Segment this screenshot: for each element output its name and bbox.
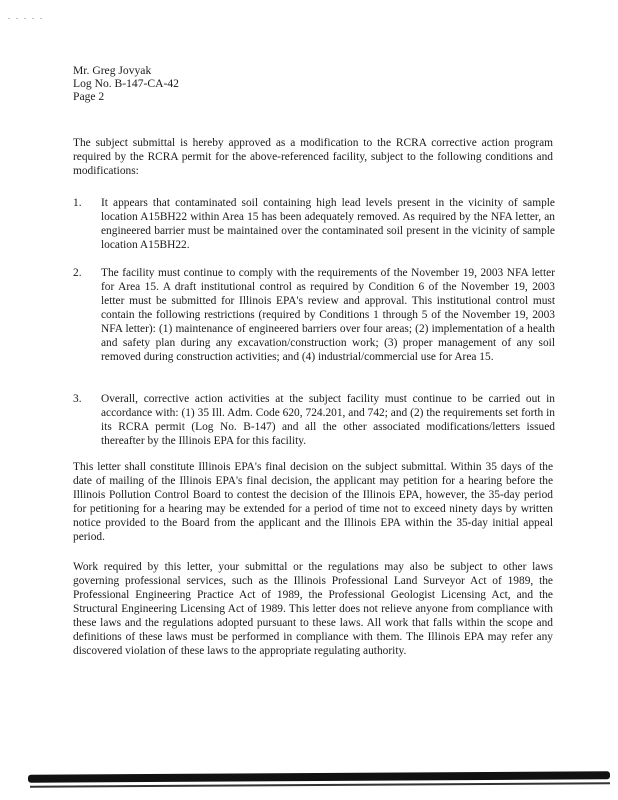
condition-item [73,196,555,252]
scan-edge-bar [28,771,610,783]
condition-number: 3. [73,393,82,405]
corner-mark: . . . . . [8,12,44,21]
scan-edge-line [30,782,610,788]
address-block [73,64,179,103]
work-required-paragraph: Work required by this letter, your submittal or the regulations may also be subject to other laws governing professional services, such as the Illinois Professional Land Surveyor Act of 1989, the Professional Engineering Practice Act of 1989, the Professional Geologist Licensing Act, and the Structural Engineering Licensing Act of 1989. This letter does not relieve anyone from compliance with these laws and the regulations adopted pursuant to these laws. All work that falls within the scope and definitions of these laws must be performed in compliance with them. The Illinois EPA may refer any discovered violation of these laws to the appropriate regulating authority. [73,561,553,657]
final-decision-paragraph: This letter shall constitute Illinois EPA's final decision on the subject submittal. Within 35 days of the date of mailing of the Illinois EPA's final decision, the applicant may petition for a hearing before the Illinois Pollution Control Board to contest the decision of the Illinois EPA, however, the 35-day period for petitioning for a hearing may be extended for a period of time not to exceed ninety days by written notice provided to the Board from the applicant and the Illinois EPA within the 35-day initial appeal period. [73,461,553,543]
condition-item [73,266,555,364]
condition-text: Overall, corrective action activities at the subject facility must continue to be carried out in accordance with: (1) 35 Ill. Adm. Code 620, 724.201, and 742; and (2) the requirements set forth in its RCRA permit (Log No. B-147) and all the other associated modifications/letters issued thereafter by the Illinois EPA for this facility. [101,393,555,447]
page-number: Page 2 [73,90,105,103]
condition-number: 1. [73,197,82,209]
condition-item [73,392,555,448]
recipient-name: Mr. Greg Jovyak [73,64,152,77]
condition-text: It appears that contaminated soil containing high lead levels present in the vicinity of sample location A15BH22 within Area 15 has been adequately removed. As required by the NFA letter, an engineered barrier must be maintained over the contaminated soil present in the vicinity of sample location A15BH22. [101,197,555,251]
intro-paragraph: The subject submittal is hereby approved as a modification to the RCRA corrective action program required by the RCRA permit for the above-referenced facility, subject to the following conditions and modifications: [73,137,553,177]
log-number: Log No. B-147-CA-42 [73,77,179,90]
condition-text: The facility must continue to comply with the requirements of the November 19, 2003 NFA letter for Area 15. A draft institutional control as required by Condition 6 of the November 19, 2003 letter must be submitted for Illinois EPA's review and approval. This institutional control must contain the following restrictions (required by Conditions 1 through 5 of the November 19, 2003 NFA letter): (1) maintenance of engineered barriers over four areas; (2) implementation of a health and safety plan during any excavation/construction work; (3) proper management of any soil removed during construction activities; and (4) industrial/commercial use for Area 15. [101,267,555,363]
condition-number: 2. [73,267,82,279]
